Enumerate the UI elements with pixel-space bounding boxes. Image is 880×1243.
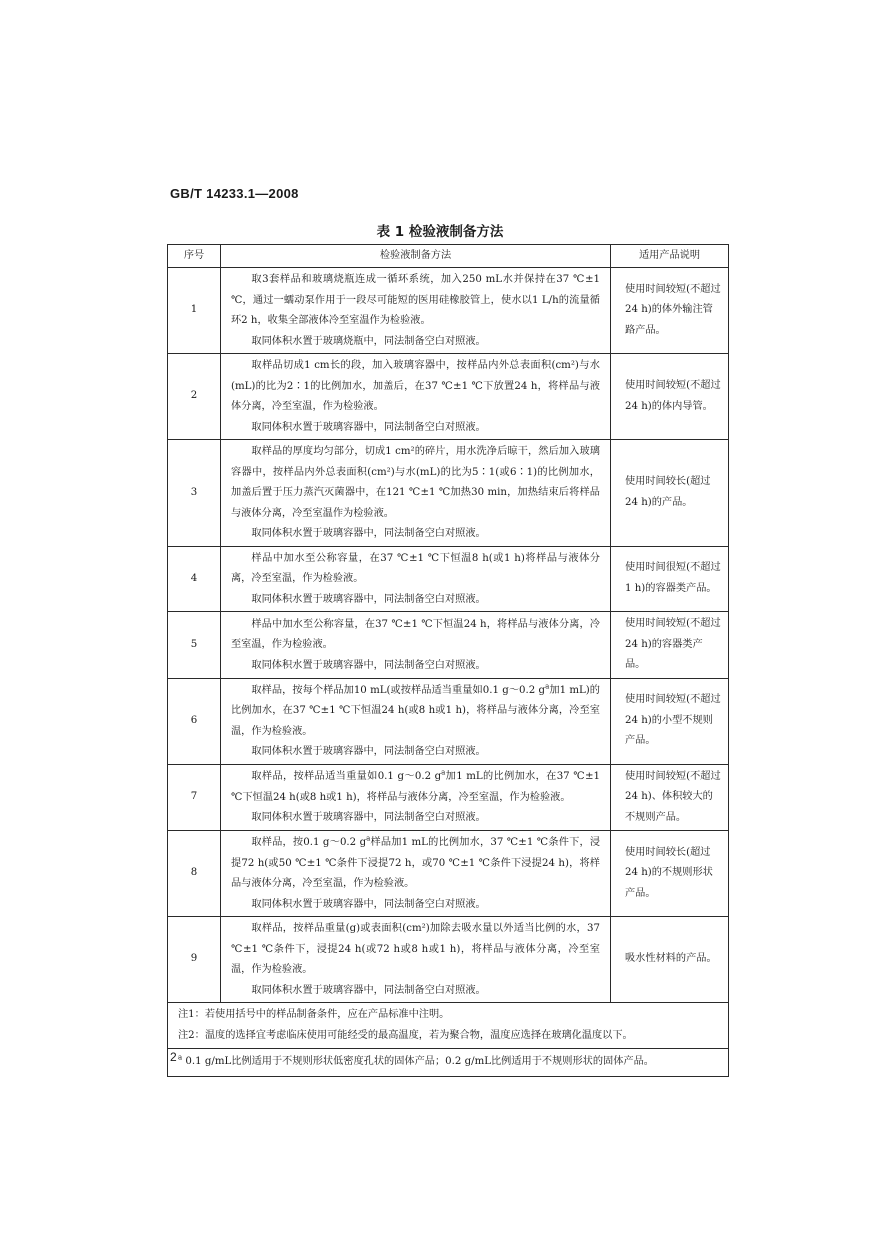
table-row [168, 440, 729, 547]
table-row [168, 764, 729, 831]
method-paragraph: 取同体积水置于玻璃容器中，同法制备空白对照液。 [251, 593, 486, 605]
footnote-marker: a [545, 682, 550, 691]
method-paragraph: 样品中加水至公称容量，在37 ℃±1 ℃下恒温24 h，将样品与液体分离，冷至室温，作为检验液。 [231, 618, 600, 650]
application-cell: 使用时间较短(不超过24 h)的体外输注管路产品。 [611, 268, 729, 354]
application-cell: 使用时间较长(超过24 h)的产品。 [611, 440, 729, 547]
application-cell: 使用时间很短(不超过1 h)的容器类产品。 [611, 546, 729, 612]
method-cell [221, 268, 611, 354]
row-number: 4 [168, 546, 221, 612]
method-paragraph: 样品中加水至公称容量，在37 ℃±1 ℃下恒温8 h(或1 h)将样品与液体分离，冷至室温，作为检验液。 [231, 552, 600, 584]
method-cell [221, 917, 611, 1003]
method-paragraph: 取样品，按每个样品加10 mL(或按样品适当重量如0.1 g～0.2 $g^a$加1 mL)的比例加水，在37 ℃±1 ℃下恒温24 h(或8 h或1 h)，将样品与液体分离，冷至室温，作为检验液。 [231, 682, 600, 737]
preparation-methods-table [167, 244, 729, 1077]
application-cell: 使用时间较长(超过24 h)的不规则形状产品。 [611, 831, 729, 917]
method-paragraph: 取同体积水置于玻璃容器中，同法制备空白对照液。 [251, 812, 486, 823]
method-paragraph: 取同体积水置于玻璃容器中，同法制备空白对照液。 [251, 528, 486, 539]
method-paragraph: 取样品，按0.1 g～0.2 $g^a$样品加1 mL的比例加水，37 ℃±1 ℃条件下，浸提72 h(或50 ℃±1 ℃条件下浸提72 h，或70 ℃±1 ℃条件下浸提24 h)，将样品与液体分离，冷至室温，作为检验液。 [231, 834, 601, 889]
method-paragraph: 取样品的厚度均匀部分，切成1 cm²的碎片，用水洗净后晾干，然后加入玻璃容器中，按样品内外总表面积(cm²)与水(mL)的比为5∶1(或6∶1)的比例加水，加盖后置于压力蒸汽灭菌器中，在121 ℃±1 ℃加热30 min，加热结束后将样品与液体分离，冷至室温作为检验液。 [231, 446, 600, 519]
row-number: 5 [168, 612, 221, 679]
column-header-method: 检验液制备方法 [221, 245, 611, 268]
application-cell: 使用时间较短(不超过24 h)的体内导管。 [611, 354, 729, 440]
table-row [168, 678, 729, 764]
method-cell [221, 612, 611, 679]
application-cell: 使用时间较短(不超过24 h)的小型不规则产品。 [611, 678, 729, 764]
table-footnote: $^a$ 0.1 g/mL比例适用于不规则形状低密度孔状的固体产品；0.2 g/mL比例适用于不规则形状的固体产品。 [168, 1049, 729, 1077]
notes-row [168, 1003, 729, 1049]
method-cell [221, 678, 611, 764]
page-number: 2 [170, 1050, 177, 1064]
table-row [168, 268, 729, 354]
table-row [168, 546, 729, 612]
column-header-application: 适用产品说明 [611, 245, 729, 268]
table-note: 注2：温度的选择宜考虑临床使用可能经受的最高温度，若为聚合物，温度应选择在玻璃化温度以下。 [178, 1029, 633, 1041]
row-number: 3 [168, 440, 221, 547]
method-paragraph: 取样品切成1 cm长的段，加入玻璃容器中，按样品内外总表面积(cm²)与水(mL)的比为2∶1的比例加水，加盖后，在37 ℃±1 ℃下放置24 h，将样品与液体分离，冷至室温，作为检验液。 [231, 360, 600, 412]
table-row [168, 917, 729, 1003]
table-body [168, 268, 729, 1003]
column-header-number: 序号 [168, 245, 221, 268]
row-number: 9 [168, 917, 221, 1003]
method-paragraph: 取同体积水置于玻璃容器中，同法制备空白对照液。 [251, 746, 486, 757]
table-row [168, 831, 729, 917]
method-paragraph: 取同体积水置于玻璃容器中，同法制备空白对照液。 [251, 898, 486, 910]
method-paragraph: 取样品，按样品适当重量如0.1 g～0.2 $g^a$加1 mL的比例加水，在37 ℃±1 ℃下恒温24 h(或8 h或1 h)，将样品与液体分离，冷至室温，作为检验液。 [231, 768, 600, 803]
application-cell: 使用时间较短(不超过24 h)、体积较大的不规则产品。 [611, 764, 729, 831]
application-cell: 吸水性材料的产品。 [611, 917, 729, 1003]
method-cell [221, 354, 611, 440]
table-row [168, 354, 729, 440]
method-cell [221, 764, 611, 831]
method-paragraph: 取样品，按样品重量(g)或表面积(cm²)加除去吸水量以外适当比例的水，37 ℃±1 ℃条件下，浸提24 h(或72 h或8 h或1 h)，将样品与液体分离，冷至室温，作为检验液。 [231, 923, 600, 975]
application-cell: 使用时间较短(不超过24 h)的容器类产品。 [611, 612, 729, 679]
standard-code: GB/T 14233.1—2008 [170, 186, 299, 201]
row-number: 6 [168, 678, 221, 764]
row-number: 2 [168, 354, 221, 440]
footnote-marker: a [441, 768, 446, 777]
table-note: 注1：若使用括号中的样品制备条件，应在产品标准中注明。 [178, 1009, 450, 1020]
notes-cell [168, 1003, 729, 1049]
table-header-row [168, 245, 729, 268]
method-paragraph: 取同体积水置于玻璃烧瓶中，同法制备空白对照液。 [251, 335, 486, 347]
footnote-row [168, 1049, 729, 1077]
method-paragraph: 取同体积水置于玻璃容器中，同法制备空白对照液。 [251, 984, 486, 996]
row-number: 8 [168, 831, 221, 917]
table-row [168, 612, 729, 679]
table-title: 表 1 检验液制备方法 [376, 224, 504, 240]
footnote-marker: a [178, 1053, 183, 1062]
method-cell [221, 440, 611, 547]
method-paragraph: 取同体积水置于玻璃容器中，同法制备空白对照液。 [251, 421, 486, 433]
method-cell [221, 831, 611, 917]
footnote-marker: a [366, 834, 371, 843]
row-number: 7 [168, 764, 221, 831]
row-number: 1 [168, 268, 221, 354]
method-paragraph: 取同体积水置于玻璃容器中，同法制备空白对照液。 [251, 659, 486, 671]
method-paragraph: 取3套样品和玻璃烧瓶连成一循环系统，加入250 mL水并保持在37 ℃±1 ℃，通过一蠕动泵作用于一段尽可能短的医用硅橡胶管上，使水以1 L/h的流量循环2 h，收集全部液体冷至室温作为检验液。 [231, 274, 600, 326]
method-cell [221, 546, 611, 612]
